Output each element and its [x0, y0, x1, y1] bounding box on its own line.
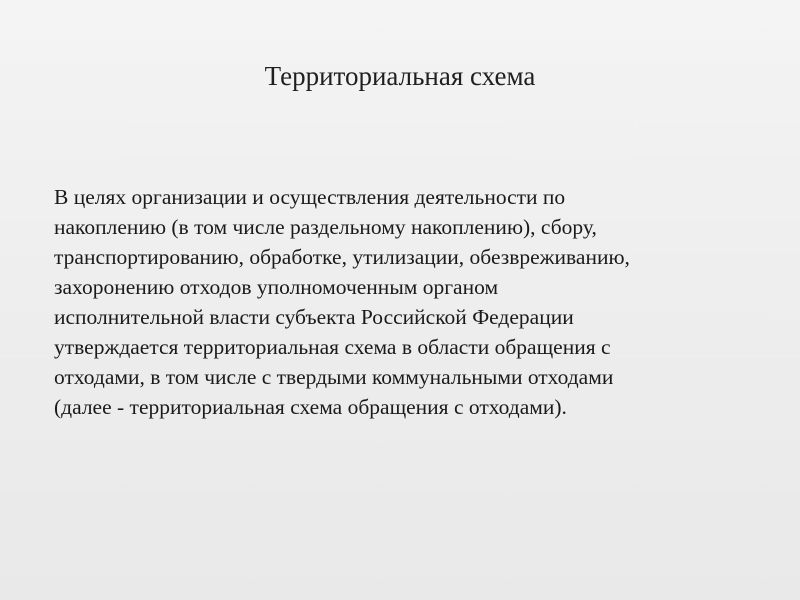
slide-body-text	[54, 182, 774, 422]
body-line: (далее - территориальная схема обращения с отходами).	[54, 395, 567, 419]
body-line: В целях организации и осуществления деятельности по	[54, 185, 566, 209]
body-line: отходами, в том числе с твердыми коммунальными отходами	[54, 365, 614, 389]
body-line: захоронению отходов уполномоченным органом	[54, 275, 499, 299]
body-line: транспортированию, обработке, утилизации, обезвреживанию,	[54, 245, 630, 269]
body-line: накоплению (в том числе раздельному накоплению), сбору,	[54, 215, 597, 239]
slide-title: Территориальная схема	[264, 61, 536, 91]
body-line: утверждается территориальная схема в области обращения с	[54, 335, 611, 359]
body-line: исполнительной власти субъекта Российской Федерации	[54, 305, 574, 329]
